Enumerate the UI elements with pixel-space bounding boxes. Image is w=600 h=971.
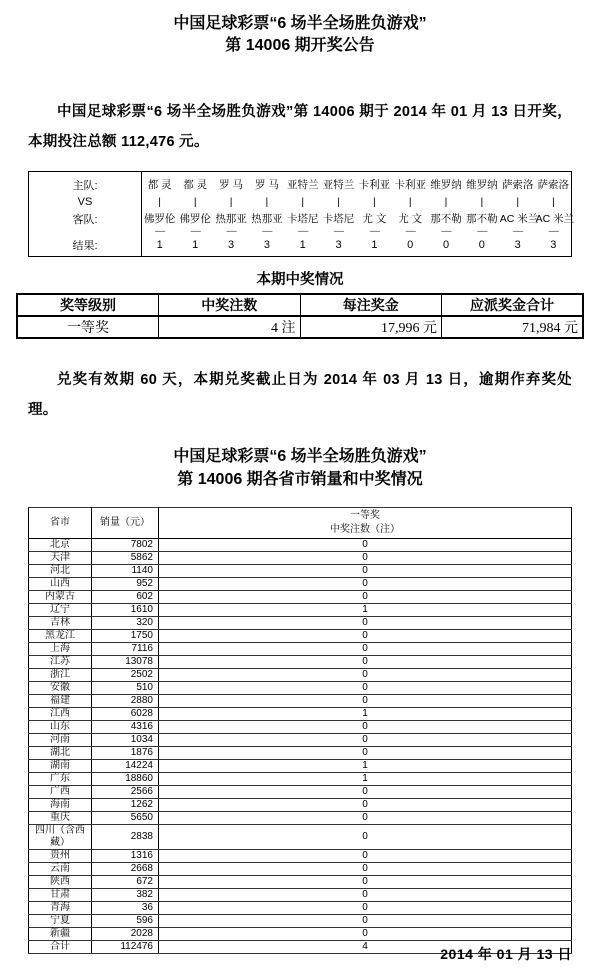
province-row: [29, 656, 572, 669]
col-header-sales: 销量（元）: [92, 508, 159, 539]
match-table-row: [29, 227, 572, 236]
away-team-cell: 尤 文: [362, 213, 387, 225]
winning-bets-cell: 0: [159, 617, 572, 630]
sales-amount-cell: 1750: [92, 630, 159, 643]
winning-bets-cell: 0: [159, 669, 572, 682]
sales-amount-cell: 602: [92, 591, 159, 604]
home-team-cell: 罗 马: [254, 179, 279, 191]
away-team-cell: AC 米兰: [535, 213, 575, 225]
sales-amount-cell: 1262: [92, 799, 159, 812]
sales-amount-cell: 2880: [92, 695, 159, 708]
away-team-cell: 卡塔尼: [322, 213, 355, 225]
vs-cell: |: [444, 196, 448, 208]
province-row: [29, 786, 572, 799]
winning-bets-cell: 1: [159, 604, 572, 617]
province-row: [29, 902, 572, 915]
province-name-cell: 广东: [29, 773, 92, 786]
separator-cell: -----: [476, 226, 487, 236]
winning-bets-cell: 0: [159, 850, 572, 863]
winning-bets-cell: 0: [159, 889, 572, 902]
sales-amount-cell: 13078: [92, 656, 159, 669]
winning-bets-cell: 0: [159, 812, 572, 825]
winning-bets-cell: 1: [159, 773, 572, 786]
province-name-cell: 重庆: [29, 812, 92, 825]
winning-bets-cell: 0: [159, 863, 572, 876]
section2-title: [0, 445, 600, 491]
winning-bets-cell: 0: [159, 695, 572, 708]
match-table-body: [29, 172, 575, 257]
prize-table: [16, 293, 584, 339]
winning-bets-cell: 0: [159, 656, 572, 669]
prize-value-cell: 4 注: [159, 316, 301, 338]
province-name-cell: 山东: [29, 721, 92, 734]
province-row: [29, 695, 572, 708]
province-row: [29, 669, 572, 682]
vs-cell: |: [337, 196, 340, 208]
sales-amount-cell: 112476: [92, 941, 159, 954]
result-cell: 3: [228, 239, 235, 251]
redeem-paragraph: 兑奖有效期 60 天，本期兑奖截止日为 2014 年 03 月 13 日，逾期作弃奖处理。: [28, 372, 572, 418]
winning-bets-cell: 0: [159, 786, 572, 799]
separator-cell: -----: [190, 226, 201, 236]
winning-bets-cell: 0: [159, 747, 572, 760]
away-team-cell: 卡塔尼: [286, 213, 319, 225]
province-name-cell: 云南: [29, 863, 92, 876]
sales-amount-cell: 4316: [92, 721, 159, 734]
province-row: [29, 799, 572, 812]
winning-bets-cell: 0: [159, 902, 572, 915]
winning-bets-cell: 0: [159, 876, 572, 889]
province-row: [29, 915, 572, 928]
sales-amount-cell: 5862: [92, 552, 159, 565]
prize-table-header-row: [17, 294, 583, 316]
separator-cell: -----: [369, 226, 380, 236]
province-row: [29, 539, 572, 552]
province-row: [29, 734, 572, 747]
province-name-cell: 黑龙江: [29, 630, 92, 643]
away-team-cell: 尤 文: [398, 213, 423, 225]
result-cell: 3: [550, 239, 557, 251]
result-cell: 3: [514, 239, 521, 251]
prize-table-body: [17, 316, 583, 338]
match-table-row: [29, 172, 572, 195]
result-cell: 3: [263, 239, 270, 251]
province-name-cell: 内蒙古: [29, 591, 92, 604]
home-team-cell: 都 灵: [183, 179, 208, 191]
province-name-cell: 安徽: [29, 682, 92, 695]
away-team-cell: 热那亚: [215, 213, 247, 225]
sales-amount-cell: 382: [92, 889, 159, 902]
province-row: [29, 863, 572, 876]
winning-bets-cell: 0: [159, 825, 572, 850]
winning-bets-cell: 4: [159, 941, 572, 954]
province-name-cell: 四川（含西藏）: [29, 825, 92, 850]
result-cell: 0: [407, 239, 414, 251]
province-row: [29, 876, 572, 889]
sales-amount-cell: 2838: [92, 825, 159, 850]
result-cell: 3: [335, 239, 342, 251]
sales-amount-cell: 6028: [92, 708, 159, 721]
sales-amount-cell: 18860: [92, 773, 159, 786]
province-name-cell: 山西: [29, 578, 92, 591]
vs-cell: |: [551, 196, 555, 208]
sales-amount-cell: 1876: [92, 747, 159, 760]
winning-bets-cell: 0: [159, 552, 572, 565]
winning-bets-cell: 0: [159, 928, 572, 941]
match-row-label: 客队:: [29, 210, 142, 227]
sales-amount-cell: 2668: [92, 863, 159, 876]
home-team-cell: 卡利亚: [358, 179, 391, 191]
winning-bets-cell: 0: [159, 915, 572, 928]
prize-column-header: 每注奖金: [300, 294, 442, 316]
province-row: [29, 721, 572, 734]
province-row: [29, 552, 572, 565]
vs-cell: |: [265, 196, 269, 208]
separator-cell: -----: [405, 226, 416, 236]
sales-amount-cell: 2028: [92, 928, 159, 941]
province-name-cell: 湖南: [29, 760, 92, 773]
province-row: [29, 825, 572, 850]
winning-bets-cell: 0: [159, 799, 572, 812]
intro-paragraph: 中国足球彩票“6 场半全场胜负游戏”第 14006 期于 2014 年 01 月 13 日开奖，本期投注总额 112,476 元。: [28, 104, 572, 150]
away-team-cell: 那不勒: [430, 213, 462, 225]
home-team-cell: 罗 马: [219, 179, 244, 191]
province-name-cell: 贵州: [29, 850, 92, 863]
match-table-row: [29, 210, 572, 227]
province-name-cell: 新疆: [29, 928, 92, 941]
winning-bets-cell: 0: [159, 721, 572, 734]
province-row: [29, 578, 572, 591]
prize-column-header: 应派奖金合计: [442, 294, 584, 316]
province-name-cell: 江苏: [29, 656, 92, 669]
away-team-cell: 佛罗伦: [179, 213, 211, 225]
sales-amount-cell: 1140: [92, 565, 159, 578]
away-team-cell: AC 米兰: [499, 213, 539, 225]
sales-amount-cell: 320: [92, 617, 159, 630]
prize-value-cell: 一等奖: [17, 316, 159, 338]
match-table-row: [29, 194, 572, 210]
winning-bets-cell: 0: [159, 734, 572, 747]
province-name-cell: 合计: [29, 941, 92, 954]
sales-amount-cell: 2502: [92, 669, 159, 682]
result-cell: 1: [299, 239, 306, 251]
match-row-label: 结果:: [29, 236, 142, 257]
winning-bets-cell: 1: [159, 760, 572, 773]
province-row: [29, 643, 572, 656]
winning-bets-label: 中奖注数（注）: [330, 524, 400, 535]
sales-amount-cell: 5650: [92, 812, 159, 825]
prize-column-header: 中奖注数: [159, 294, 301, 316]
result-cell: 0: [442, 239, 450, 251]
document-title-line2: 第 14006 期开奖公告: [225, 37, 375, 54]
winning-bets-cell: 0: [159, 591, 572, 604]
province-name-cell: 辽宁: [29, 604, 92, 617]
sales-amount-cell: 7802: [92, 539, 159, 552]
winning-bets-cell: 0: [159, 682, 572, 695]
province-row: [29, 682, 572, 695]
announcement-date: 2014 年 01 月 13 日: [440, 946, 572, 962]
sales-amount-cell: 1316: [92, 850, 159, 863]
sales-amount-cell: 510: [92, 682, 159, 695]
province-row: [29, 760, 572, 773]
province-row: [29, 747, 572, 760]
sales-amount-cell: 596: [92, 915, 159, 928]
vs-cell: |: [193, 196, 197, 208]
separator-cell: -----: [226, 226, 237, 236]
province-name-cell: 河南: [29, 734, 92, 747]
first-prize-label: 一等奖: [350, 510, 380, 521]
vs-cell: |: [516, 196, 520, 208]
prize-value-cell: 71,984 元: [442, 316, 584, 338]
sales-amount-cell: 1034: [92, 734, 159, 747]
province-row: [29, 604, 572, 617]
vs-cell: |: [301, 196, 305, 208]
sales-amount-cell: 2566: [92, 786, 159, 799]
away-team-cell: 那不勒: [466, 213, 498, 225]
match-table-row: [29, 236, 572, 257]
separator-cell: -----: [441, 226, 452, 236]
separator-cell: -----: [333, 226, 344, 236]
province-name-cell: 上海: [29, 643, 92, 656]
home-team-cell: 卡利亚: [394, 179, 426, 191]
separator-cell: -----: [261, 226, 272, 236]
province-row: [29, 708, 572, 721]
province-row: [29, 889, 572, 902]
document-title-line1: 中国足球彩票“6 场半全场胜负游戏”: [173, 15, 427, 32]
province-name-cell: 湖北: [29, 747, 92, 760]
province-name-cell: 福建: [29, 695, 92, 708]
prize-value-cell: 17,996 元: [300, 316, 442, 338]
result-cell: 1: [371, 239, 378, 251]
province-row: [29, 812, 572, 825]
match-results-table: [28, 171, 575, 257]
document-title: [0, 0, 600, 57]
away-team-cell: 热那亚: [251, 213, 283, 225]
away-team-cell: 佛罗伦: [143, 213, 176, 225]
province-name-cell: 青海: [29, 902, 92, 915]
home-team-cell: 亚特兰: [322, 179, 355, 191]
home-team-cell: 维罗纳: [466, 179, 498, 191]
sales-amount-cell: 1610: [92, 604, 159, 617]
province-name-cell: 甘肃: [29, 889, 92, 902]
sales-amount-cell: 7116: [92, 643, 159, 656]
province-row: [29, 617, 572, 630]
col-header-first-prize: [159, 508, 572, 539]
province-name-cell: 宁夏: [29, 915, 92, 928]
col-header-province: 省市: [29, 508, 92, 539]
province-row: [29, 850, 572, 863]
separator-cell: -----: [154, 226, 165, 236]
vs-cell: |: [158, 196, 162, 208]
match-row-label: [29, 227, 142, 236]
home-team-cell: 都 灵: [147, 179, 172, 191]
separator-cell: -----: [548, 226, 559, 236]
separator-cell: -----: [512, 226, 523, 236]
winning-bets-cell: 0: [159, 630, 572, 643]
province-name-cell: 吉林: [29, 617, 92, 630]
result-cell: 1: [156, 239, 163, 251]
sales-amount-cell: 672: [92, 876, 159, 889]
province-sales-table: [28, 507, 572, 954]
separator-cell: -----: [297, 226, 308, 236]
home-team-cell: 维罗纳: [430, 179, 462, 191]
province-row: [29, 630, 572, 643]
province-name-cell: 陕西: [29, 876, 92, 889]
prize-section-title: 本期中奖情况: [256, 272, 344, 288]
vs-cell: |: [408, 196, 412, 208]
province-row: [29, 591, 572, 604]
province-name-cell: 浙江: [29, 669, 92, 682]
match-row-label: 主队:: [29, 172, 142, 195]
winning-bets-cell: 1: [159, 708, 572, 721]
sales-amount-cell: 952: [92, 578, 159, 591]
vs-cell: |: [373, 196, 376, 208]
home-team-cell: 亚特兰: [286, 179, 319, 191]
province-row: [29, 773, 572, 786]
prize-row: [17, 316, 583, 338]
province-name-cell: 河北: [29, 565, 92, 578]
sales-amount-cell: 36: [92, 902, 159, 915]
vs-cell: |: [229, 196, 233, 208]
province-name-cell: 天津: [29, 552, 92, 565]
vs-cell: |: [480, 196, 484, 208]
result-cell: 1: [192, 239, 199, 251]
section2-title-line1: 中国足球彩票“6 场半全场胜负游戏”: [173, 448, 427, 465]
sales-amount-cell: 14224: [92, 760, 159, 773]
province-table-header-row: [29, 508, 572, 539]
province-row: [29, 928, 572, 941]
province-name-cell: 江西: [29, 708, 92, 721]
winning-bets-cell: 0: [159, 565, 572, 578]
home-team-cell: 萨索洛: [537, 179, 570, 191]
winning-bets-cell: 0: [159, 578, 572, 591]
winning-bets-cell: 0: [159, 539, 572, 552]
match-row-label: VS: [29, 194, 142, 210]
winning-bets-cell: 0: [159, 643, 572, 656]
home-team-cell: 萨索洛: [501, 179, 534, 191]
province-row: [29, 565, 572, 578]
province-table-body: [29, 539, 572, 954]
prize-column-header: 奖等级别: [17, 294, 159, 316]
result-cell: 0: [478, 239, 485, 251]
province-name-cell: 北京: [29, 539, 92, 552]
province-name-cell: 海南: [29, 799, 92, 812]
section2-title-line2: 第 14006 期各省市销量和中奖情况: [177, 471, 423, 488]
province-name-cell: 广西: [29, 786, 92, 799]
